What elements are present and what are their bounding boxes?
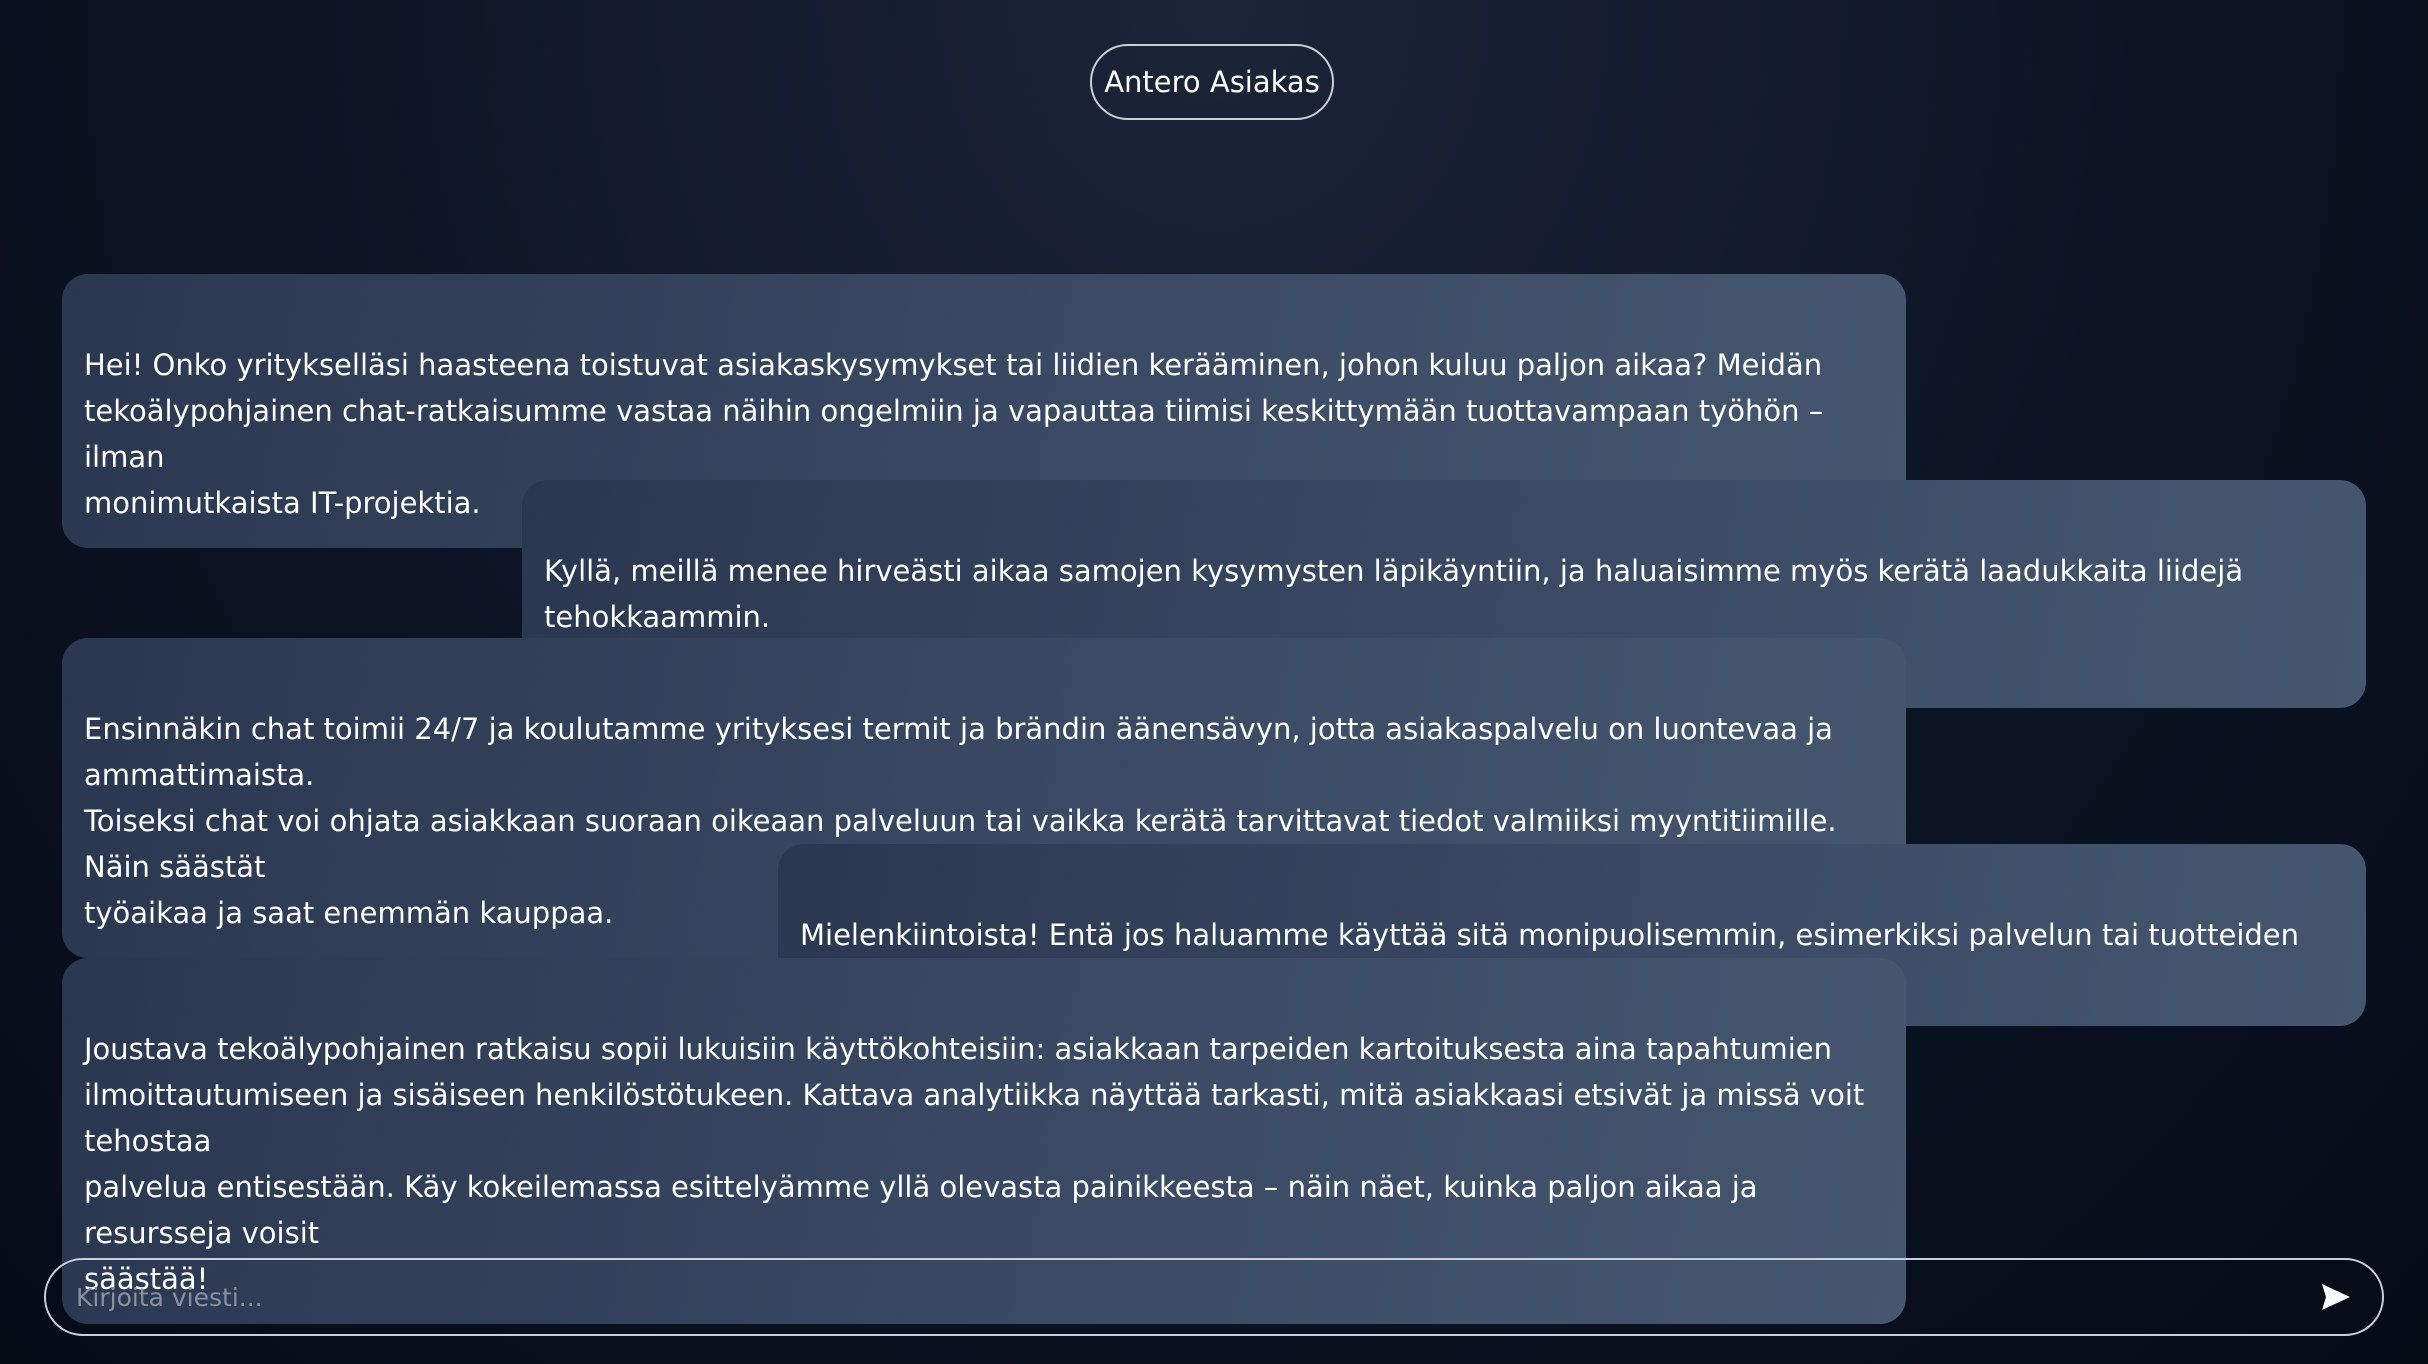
message-text: Kyllä, meillä menee hirveästi aikaa samojen kysymysten läpikäyntiin, ja haluaisimme myös kerätä laadukkaita liidejä tehokkaammin. [544, 554, 2244, 634]
message-text: Mielenkiintoista! Entä jos haluamme käyttää sitä monipuolisemmin, esimerkiksi palvelun tai tuotteiden [800, 918, 2300, 952]
send-icon [2321, 1283, 2351, 1311]
contact-name-label: Antero Asiakas [1104, 65, 1320, 99]
contact-name-button[interactable] [1090, 44, 1334, 120]
message-text: Joustava tekoälypohjainen ratkaisu sopii lukuisiin käyttökohteisiin: asiakkaan tarpeiden kartoituksesta aina tapahtumien ilmoittautumiseen ja sisäiseen henkilöstötukeen. Kattava analytiikka näyttää tarkasti, mitä asiakkaasi etsivät ja missä voit tehostaa palvelua entisestään. Käy kokeilemassa esittelyämme yllä olevasta painikkeesta – näin näet, kuinka paljon aikaa ja resursseja voisit säästää! [84, 1032, 1865, 1296]
message-composer [44, 1258, 2384, 1336]
message-text: Ensinnäkin chat toimii 24/7 ja koulutamme yrityksesi termit ja brändin äänensävyn, jotta asiakaspalvelu on luontevaa ja ammattimaista. Toiseksi chat voi ohjata asiakkaan suoraan oikeaan palveluun tai vaikka kerätä tarvittavat tiedot valmiiksi myyntitiimille. Näin säästät työaikaa ja saat enemmän kauppaa. [84, 712, 1837, 930]
send-button[interactable] [2314, 1275, 2358, 1319]
message-input[interactable] [74, 1282, 2314, 1313]
message-text: Hei! Onko yritykselläsi haasteena toistuvat asiakaskysymykset tai liidien kerääminen, johon kuluu paljon aikaa? Meidän tekoälypohjainen chat-ratkaisumme vastaa näihin ongelmiin ja vapauttaa tiimisi keskittymään tuottavampaan työhön – ilman monimutkaista IT-projektia. [84, 348, 1824, 520]
